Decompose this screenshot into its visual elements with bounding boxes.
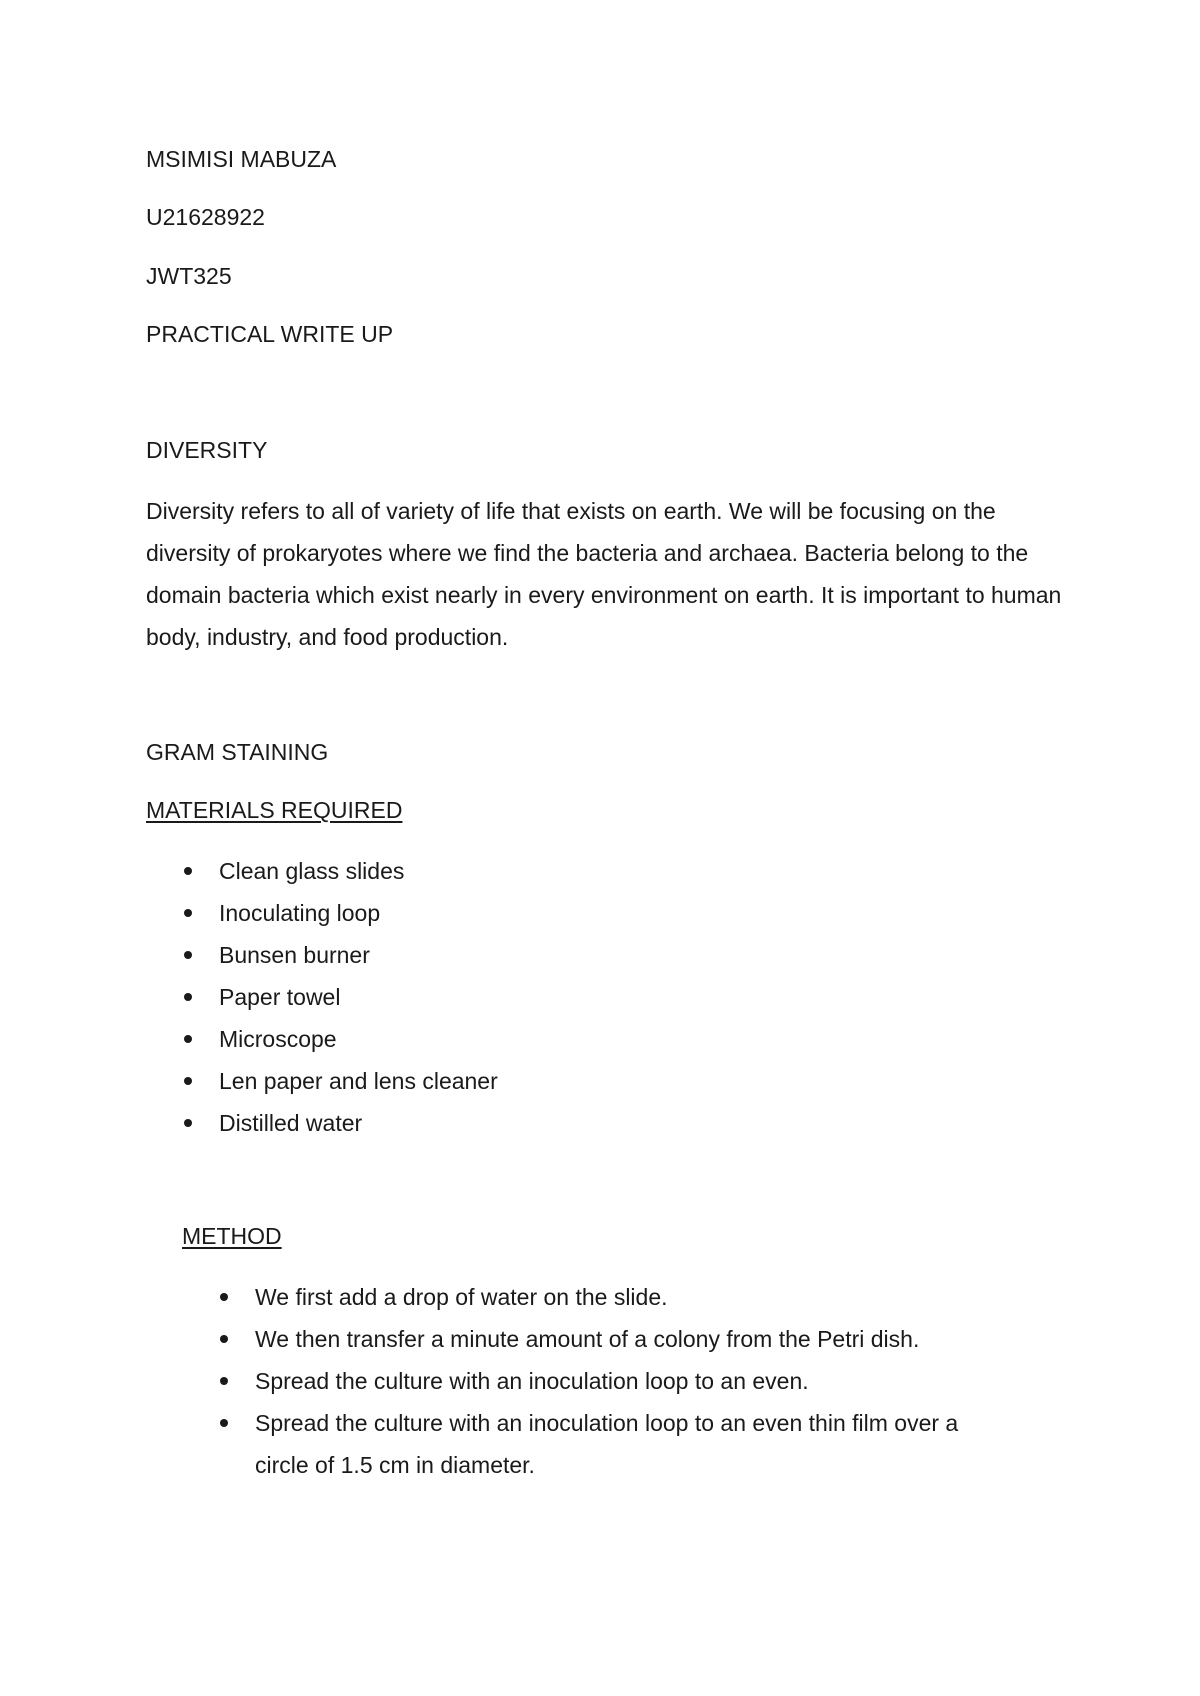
bullet-icon (184, 1077, 192, 1085)
list-item-text: Len paper and lens cleaner (219, 1068, 498, 1094)
list-item-text: We then transfer a minute amount of a colony from the Petri dish. (255, 1326, 920, 1352)
list-item (218, 1402, 1018, 1486)
list-item-text: We first add a drop of water on the slide. (255, 1284, 668, 1310)
diversity-heading: DIVERSITY (146, 437, 268, 463)
student-number: U21628922 (146, 204, 265, 230)
diversity-paragraph: Diversity refers to all of variety of life that exists on earth. We will be focusing on the diversity of prokaryotes where we find the bacteria and archaea. Bacteria belong to the domain bacteria which exist nearly in every environment on earth. It is important to human body, industry, and food production. (146, 498, 1062, 650)
list-item-text: Clean glass slides (219, 858, 405, 884)
list-item-text: Spread the culture with an inoculation loop to an even. (255, 1368, 809, 1394)
bullet-icon (184, 909, 192, 917)
list-item (182, 892, 982, 934)
document-title: PRACTICAL WRITE UP (146, 321, 394, 347)
bullet-icon (220, 1377, 228, 1385)
bullet-icon (220, 1335, 228, 1343)
method-list (218, 1276, 1018, 1486)
materials-heading: MATERIALS REQUIRED (146, 797, 403, 823)
list-item (182, 850, 982, 892)
list-item (182, 934, 982, 976)
bullet-icon (184, 1035, 192, 1043)
list-item (182, 1060, 982, 1102)
materials-list (182, 850, 982, 1144)
list-item (218, 1360, 1018, 1402)
list-item-text: Distilled water (219, 1110, 363, 1136)
list-item (218, 1318, 1018, 1360)
list-item-text: Spread the culture with an inoculation loop to an even thin film over a circle of 1.5 cm in diameter. (255, 1410, 959, 1478)
list-item-text: Bunsen burner (219, 942, 370, 968)
list-item (218, 1276, 1018, 1318)
list-item (182, 976, 982, 1018)
list-item-text: Microscope (219, 1026, 337, 1052)
bullet-icon (184, 1119, 192, 1127)
author-name: MSIMISI MABUZA (146, 146, 337, 172)
bullet-icon (184, 951, 192, 959)
list-item-text: Inoculating loop (219, 900, 381, 926)
bullet-icon (220, 1293, 228, 1301)
gram-staining-heading: GRAM STAINING (146, 739, 329, 765)
method-heading: METHOD (182, 1223, 282, 1249)
list-item (182, 1018, 982, 1060)
bullet-icon (184, 993, 192, 1001)
module-code: JWT325 (146, 263, 232, 289)
bullet-icon (184, 867, 192, 875)
bullet-icon (220, 1419, 228, 1427)
list-item (182, 1102, 982, 1144)
list-item-text: Paper towel (219, 984, 341, 1010)
